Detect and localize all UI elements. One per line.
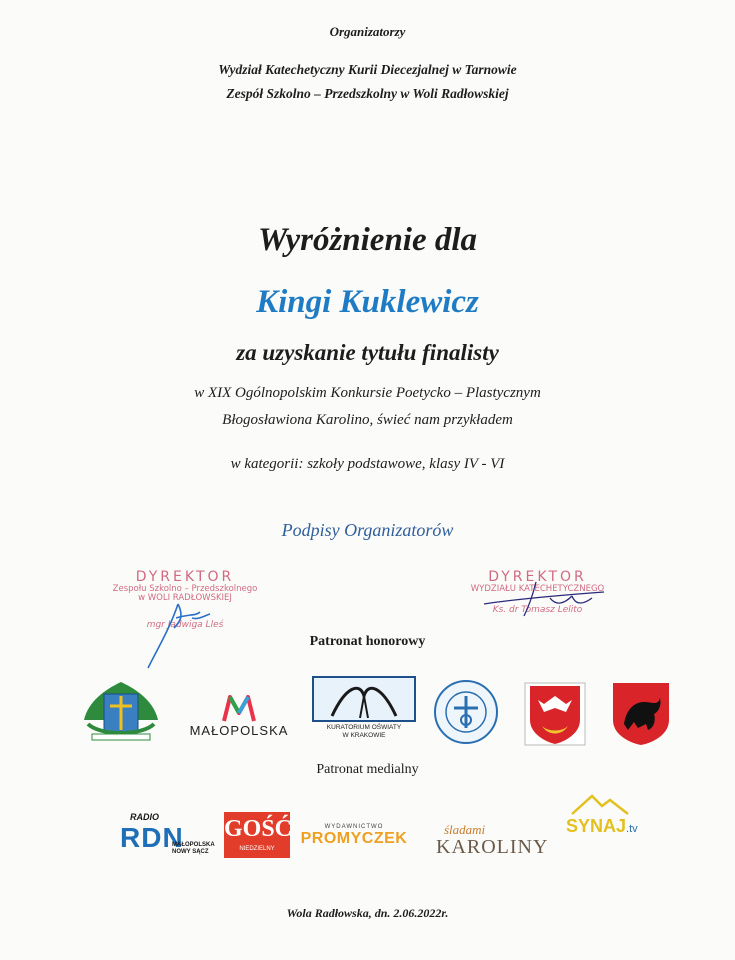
contest-motto: Błogosławiona Karolino, świeć nam przykładem — [222, 412, 513, 428]
radio-sub-1: MAŁOPOLSKA — [172, 842, 215, 848]
right-stamp-name: Ks. dr Tomasz Lelito — [492, 604, 583, 615]
synaj-tv-logo — [566, 794, 638, 852]
kuratorium-label-2: W KRAKOWIE — [342, 731, 386, 739]
radio-name: RDN — [120, 822, 184, 853]
contest-name: w XIX Ogólnopolskim Konkursie Poetycko – Plastycznym — [194, 385, 541, 401]
left-stamp-title: DYREKTOR — [135, 569, 235, 585]
media-patronage-heading: Patronat medialny — [316, 762, 419, 777]
mountain-icon — [566, 794, 638, 816]
right-stamp-line1: WYDZIAŁU KATECHETYCZNEGO — [470, 583, 605, 594]
honorary-patronage-heading: Patronat honorowy — [309, 634, 426, 649]
gosc-label: GOŚĆ — [224, 816, 293, 842]
recipient-name: Kingi Kuklewicz — [256, 284, 479, 320]
gmina-coat-of-arms-logo — [610, 680, 672, 746]
promyczek-logo — [298, 824, 410, 858]
malopolska-m-icon — [184, 693, 294, 723]
signatures-heading: Podpisy Organizatorów — [281, 520, 454, 540]
diocese-coat-of-arms-logo — [82, 680, 160, 742]
powiat-coat-of-arms-logo — [524, 682, 586, 746]
karoliny-top-label: śladami — [444, 822, 486, 837]
kuratorium-label-1: KURATORIUM OŚWIATY — [326, 724, 402, 731]
karoliny-label: KAROLINY — [436, 836, 549, 858]
award-reason: za uzyskanie tytułu finalisty — [236, 340, 499, 365]
right-stamp-title: DYREKTOR — [488, 569, 587, 585]
synaj-label: SYNAJ — [566, 816, 627, 836]
sladami-karoliny-logo — [418, 822, 558, 862]
radio-sub-2: NOWY SĄCZ — [172, 849, 209, 856]
malopolska-logo — [184, 693, 294, 745]
duszpasterstwo-rodzin-logo — [432, 678, 500, 746]
place-and-date: Wola Radłowska, dn. 2.06.2022r. — [286, 906, 449, 920]
right-signature — [480, 578, 610, 618]
contest-category: w kategorii: szkoły podstawowe, klasy IV - VI — [230, 456, 505, 472]
organizers-heading: Organizatorzy — [329, 24, 406, 39]
left-stamp-line2: w WOLI RADŁOWSKIEJ — [138, 592, 232, 603]
radio-rdn-logo — [112, 812, 215, 864]
promyczek-label: PROMYCZEK — [300, 830, 408, 847]
organizer-2: Zespół Szkolno – Przedszkolny w Woli Radłowskiej — [226, 86, 509, 101]
kuratorium-logo — [312, 676, 416, 746]
gosc-niedzielny-logo — [224, 812, 293, 858]
synaj-tv-label: .tv — [626, 823, 638, 835]
award-title: Wyróżnienie dla — [257, 222, 478, 258]
organizer-1: Wydział Katechetyczny Kurii Diecezjalnej w Tarnowie — [218, 62, 517, 77]
left-stamp-name: mgr Jadwiga Lleś — [146, 619, 224, 630]
radio-label: RADIO — [130, 812, 159, 822]
left-stamp-line1: Zespołu Szkolno – Przedszkolnego — [112, 583, 258, 594]
gosc-sub-label: NIEDZIELNY — [239, 846, 275, 852]
promyczek-top-label: WYDAWNICTWO — [324, 824, 384, 830]
malopolska-label: MAŁOPOLSKA — [189, 723, 289, 738]
swallow-icon — [312, 676, 416, 722]
